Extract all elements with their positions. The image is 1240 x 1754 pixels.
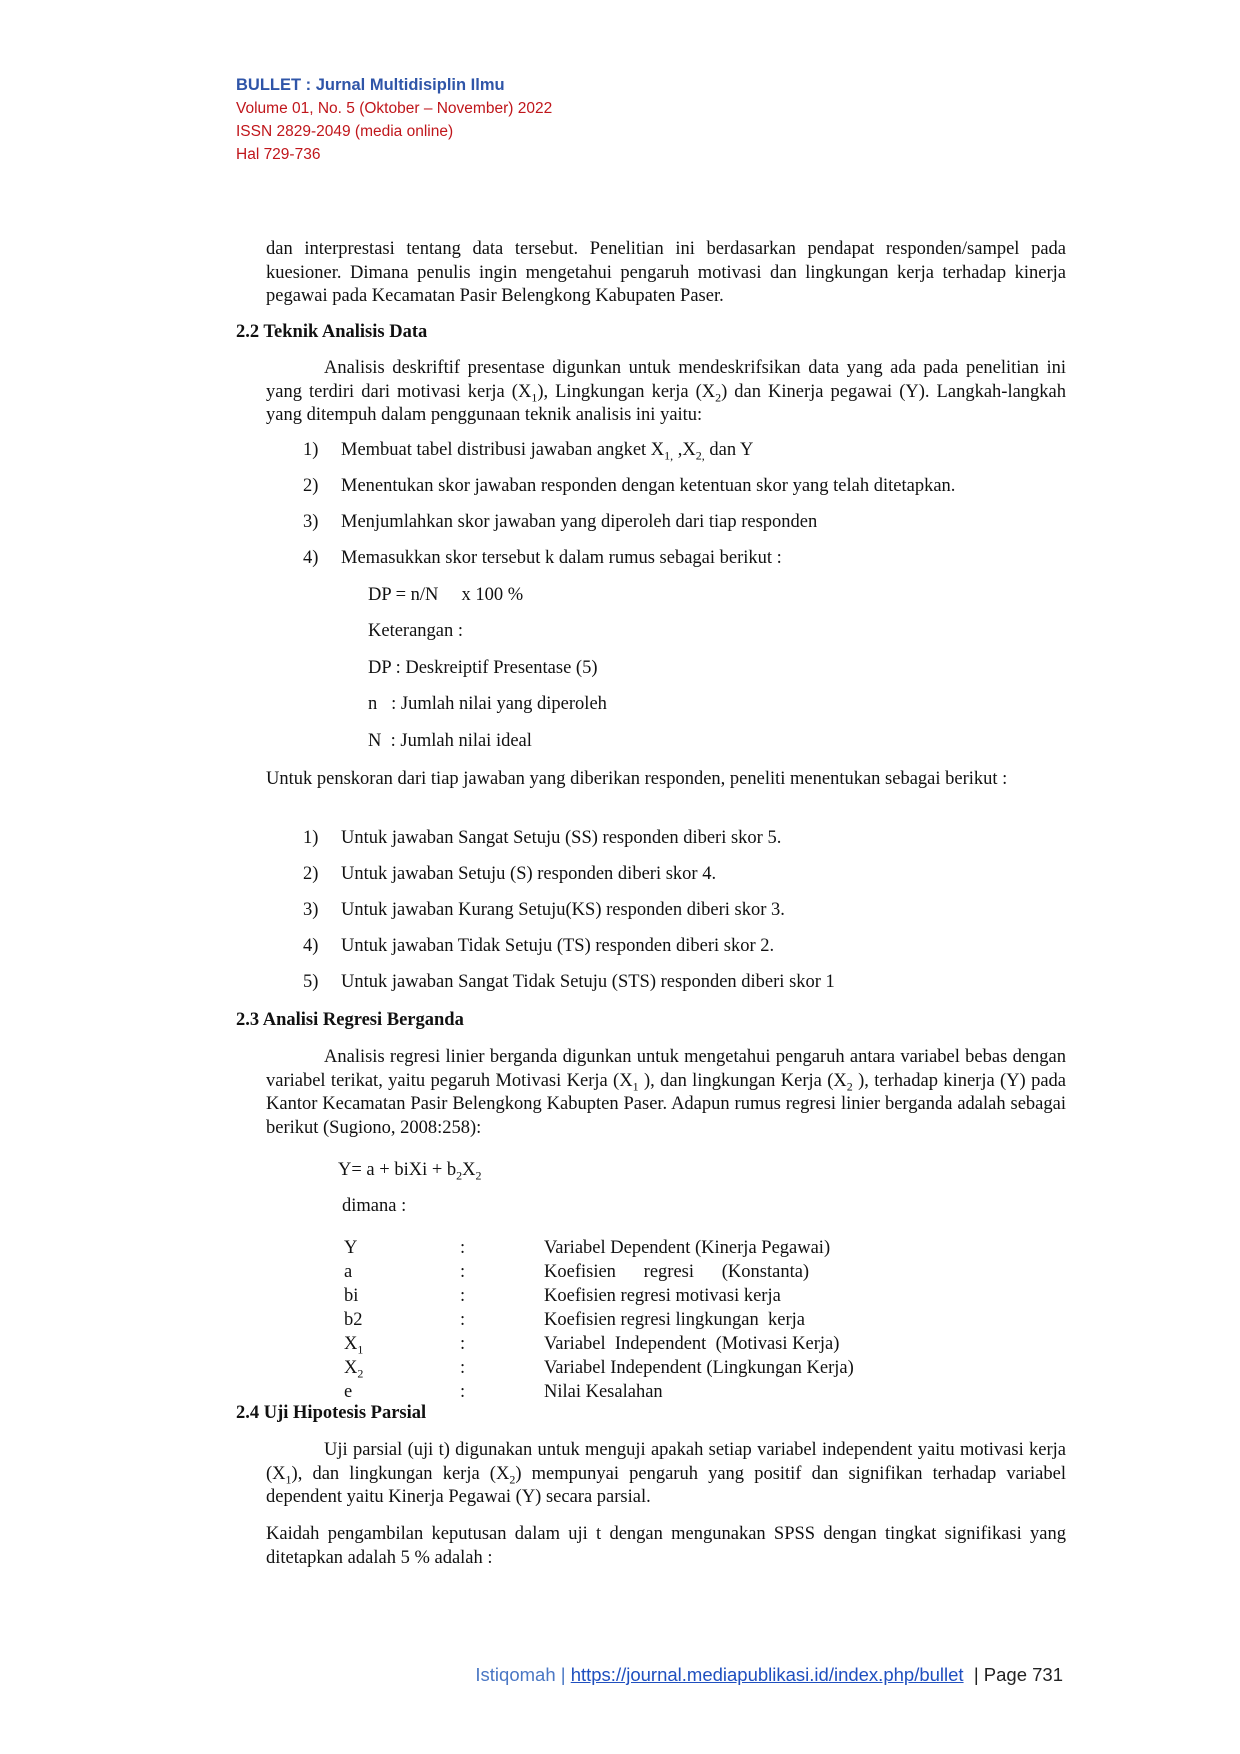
- section-2-3-paragraph: [266, 1046, 1066, 1140]
- symbol: e: [344, 1382, 353, 1402]
- list-item: [303, 440, 753, 461]
- list-text: Untuk jawaban Kurang Setuju(KS) responden diberi skor 3.: [341, 900, 785, 920]
- symbol: X: [344, 1334, 358, 1354]
- subscript: 2: [715, 390, 722, 405]
- variable-description: Koefisien regresi motivasi kerja: [544, 1286, 781, 1306]
- list-text: ,X: [673, 440, 696, 460]
- text-part: ), Lingkungan kerja (X: [537, 381, 716, 402]
- section-2-4-paragraph: [266, 1439, 1066, 1510]
- list-item: [303, 828, 781, 849]
- list-number: 3): [303, 512, 319, 532]
- variable-symbol: [344, 1260, 352, 1284]
- intro-paragraph: dan interprestasi tentang data tersebut. Penelitian ini berdasarkan pendapat responden/sampel pada kuesioner. Dimana penulis ingin mengetahui pengaruh motivasi dan lingkungan kerja terhadap kinerja pegawai pada Kecamatan Pasir Belengkong Kabupaten Paser.: [266, 239, 1066, 306]
- list-number: 4): [303, 936, 319, 956]
- regression-equation: [338, 1160, 482, 1181]
- section-heading-2-3: 2.3 Analisi Regresi Berganda: [236, 1010, 464, 1030]
- page-number: | Page 731: [963, 1664, 1063, 1685]
- definition-n: n : Jumlah nilai yang diperoleh: [368, 694, 607, 714]
- colon: :: [460, 1262, 466, 1282]
- list-text: dan Y: [704, 440, 754, 460]
- symbol: a: [344, 1262, 353, 1282]
- list-text: Untuk jawaban Sangat Tidak Setuju (STS) responden diberi skor 1: [341, 972, 835, 992]
- text-part: ), dan lingkungan kerja (X: [291, 1463, 510, 1484]
- equation-part: Y= a + biXi + b: [338, 1160, 457, 1180]
- journal-volume: Volume 01, No. 5 (Oktober – November) 2022: [236, 100, 553, 117]
- list-number: 1): [303, 828, 319, 848]
- list-text: Untuk jawaban Sangat Setuju (SS) responden diberi skor 5.: [341, 828, 782, 848]
- subscript: 1: [285, 1472, 292, 1487]
- variable-description: Koefisien regresi (Konstanta): [544, 1262, 810, 1282]
- text-part: ), terhadap kinerja (Y) pada Kantor Kecamatan Pasir Belengkong Kabupten Paser. Adapun rumus regresi linier berganda adalah sebagai berikut (Sugiono, 2008:258):: [266, 1070, 1066, 1138]
- variable-symbol: [344, 1380, 352, 1404]
- list-number: 2): [303, 476, 319, 496]
- colon: :: [460, 1358, 466, 1378]
- section-2-4-paragraph-2: Kaidah pengambilan keputusan dalam uji t dengan mengunakan SPSS dengan tingkat signifikasi yang ditetapkan adalah 5 % adalah :: [266, 1524, 1066, 1568]
- symbol: Y: [344, 1238, 358, 1258]
- footer-author: Istiqomah |: [475, 1664, 571, 1685]
- subscript: 2: [357, 1366, 364, 1381]
- colon: :: [460, 1310, 466, 1330]
- subscript: 2: [509, 1472, 516, 1487]
- variable-description: Koefisien regresi lingkungan kerja: [544, 1310, 805, 1330]
- text-part: Analisis regresi linier berganda digunkan untuk mengetahui pengaruh antara variabel bebas dengan variabel terikat, yaitu pegaruh Motivasi Kerja (X: [266, 1047, 1066, 1091]
- list-item: [303, 900, 785, 921]
- dimana-label: dimana :: [342, 1196, 407, 1216]
- equation-part: X: [462, 1160, 476, 1180]
- list-item: [303, 864, 716, 885]
- list-item: [303, 476, 955, 497]
- subscript: 2: [846, 1079, 853, 1094]
- symbol: X: [344, 1358, 358, 1378]
- subscript: 1: [632, 1079, 639, 1094]
- journal-title: BULLET : Jurnal Multidisiplin Ilmu: [236, 76, 505, 94]
- subscript: 1,: [664, 448, 674, 463]
- variable-symbol: [344, 1284, 358, 1308]
- list-number: 2): [303, 864, 319, 884]
- list-number: 3): [303, 900, 319, 920]
- subscript: 2,: [695, 448, 705, 463]
- list-text: Menjumlahkan skor jawaban yang diperoleh dari tiap responden: [341, 512, 818, 532]
- definition-N: N : Jumlah nilai ideal: [368, 731, 532, 751]
- list-text: Untuk jawaban Tidak Setuju (TS) responden diberi skor 2.: [341, 936, 775, 956]
- variable-description: Nilai Kesalahan: [544, 1382, 663, 1402]
- colon: :: [460, 1238, 466, 1258]
- section-heading-2-4: 2.4 Uji Hipotesis Parsial: [236, 1403, 427, 1423]
- journal-issn: ISSN 2829-2049 (media online): [236, 123, 454, 140]
- list-item: [303, 936, 774, 957]
- subscript: 1: [357, 1342, 364, 1357]
- page-footer: [0, 1664, 1063, 1686]
- list-text: Untuk jawaban Setuju (S) responden diberi skor 4.: [341, 864, 717, 884]
- list-item: [303, 512, 817, 533]
- variable-symbol: [344, 1236, 357, 1260]
- list-item: [303, 548, 782, 569]
- keterangan-label: Keterangan :: [368, 621, 464, 641]
- text-part: ) mempunyai pengaruh yang positif dan signifikan terhadap variabel dependent yaitu Kinerja Pegawai (Y) secara parsial.: [266, 1463, 1066, 1507]
- variable-symbol: [344, 1332, 363, 1356]
- subscript: 2: [456, 1168, 463, 1183]
- variable-symbol: [344, 1356, 363, 1380]
- text-part: Uji parsial (uji t) digunakan untuk menguji apakah setiap variabel independent yaitu motivasi kerja (X: [266, 1440, 1066, 1484]
- subscript: 2: [475, 1168, 482, 1183]
- journal-link[interactable]: https://journal.mediapublikasi.id/index.php/bullet: [570, 1664, 964, 1685]
- variable-description: Variabel Independent (Lingkungan Kerja): [544, 1358, 854, 1378]
- list-number: 4): [303, 548, 319, 568]
- journal-header: [236, 74, 552, 166]
- variable-description: Variabel Dependent (Kinerja Pegawai): [544, 1238, 831, 1258]
- text-part: ) dan Kinerja pegawai (Y). Langkah-langkah yang ditempuh dalam penggunaan teknik analisis ini yaitu:: [266, 381, 1067, 425]
- symbol: bi: [344, 1286, 359, 1306]
- list-number: 1): [303, 440, 319, 460]
- colon: :: [460, 1286, 466, 1306]
- variable-symbol: [344, 1308, 363, 1332]
- list-text: Menentukan skor jawaban responden dengan ketentuan skor yang telah ditetapkan.: [341, 476, 956, 496]
- symbol: b2: [344, 1310, 363, 1330]
- list-item: [303, 972, 835, 993]
- journal-pages: Hal 729-736: [236, 146, 321, 163]
- formula-dp: DP = n/N x 100 %: [368, 585, 524, 605]
- section-2-2-paragraph: [266, 357, 1066, 428]
- colon: :: [460, 1382, 466, 1402]
- subscript: 1: [531, 390, 538, 405]
- list-text: Memasukkan skor tersebut k dalam rumus sebagai berikut :: [341, 548, 782, 568]
- scoring-intro: Untuk penskoran dari tiap jawaban yang diberikan responden, peneliti menentukan sebagai berikut :: [266, 769, 1008, 789]
- list-text: Membuat tabel distribusi jawaban angket X: [341, 440, 665, 460]
- text-part: Analisis deskriftif presentase digunkan untuk mendeskrifsikan data yang ada pada penelitian ini yang terdiri dari motivasi kerja (X: [266, 358, 1066, 402]
- colon: :: [460, 1334, 466, 1354]
- definition-dp: DP : Deskreiptif Presentase (5): [368, 658, 598, 678]
- variable-description: Variabel Independent (Motivasi Kerja): [544, 1334, 840, 1354]
- list-number: 5): [303, 972, 319, 992]
- section-heading-2-2: 2.2 Teknik Analisis Data: [236, 322, 428, 342]
- text-part: ), dan lingkungan Kerja (X: [638, 1070, 847, 1091]
